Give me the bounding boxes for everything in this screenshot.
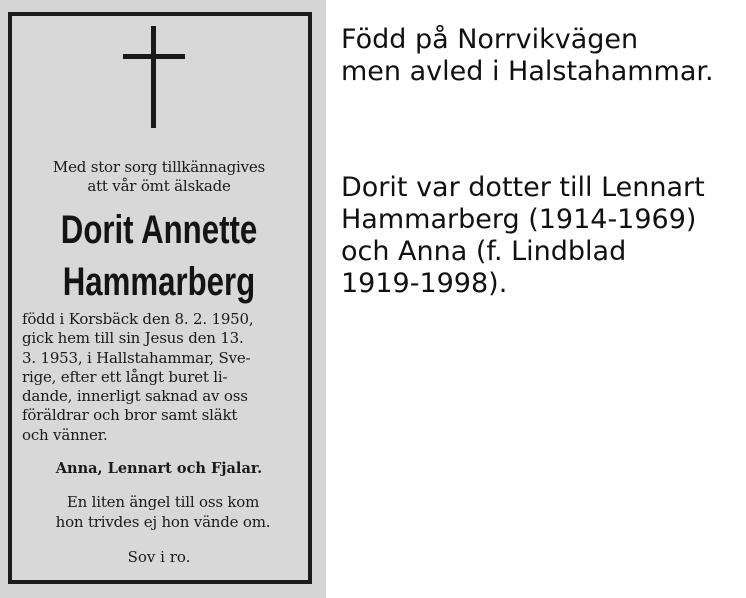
note-line: Hammarberg (1914-1969) — [341, 204, 697, 235]
obituary-signature: Anna, Lennart och Fjalar. — [55, 460, 263, 477]
body-line: gick hem till sin Jesus den 13. — [22, 329, 244, 348]
body-line: dande, innerligt saknad av oss — [22, 387, 248, 406]
body-line: och vänner. — [22, 425, 108, 444]
body-line: född i Korsbäck den 8. 2. 1950, — [22, 310, 254, 328]
note-line: och Anna (f. Lindblad — [341, 236, 627, 267]
note-parents — [341, 172, 741, 300]
note-line: Född på Norrvikvägen — [341, 24, 639, 55]
newspaper-clipping — [0, 0, 326, 598]
verse-line: hon trivdes ej hon vände om. — [55, 513, 271, 531]
cross-icon — [151, 26, 156, 128]
note-line: 1919-1998). — [341, 268, 508, 299]
obituary-body — [22, 310, 304, 445]
body-line: rige, efter ett långt buret li- — [22, 367, 228, 386]
deceased-last-name: Hammarberg — [62, 260, 256, 304]
intro-line: Med stor sorg tillkännagives — [52, 158, 266, 176]
note-birthplace — [341, 24, 741, 88]
obituary-intro — [14, 158, 304, 196]
note-line: men avled i Halstahammar. — [341, 56, 714, 87]
note-line: Dorit var dotter till Lennart — [341, 172, 705, 203]
body-line: föräldrar och bror samt släkt — [22, 406, 238, 425]
verse-line: En liten ängel till oss kom — [66, 493, 260, 511]
deceased-first-name: Dorit Annette — [60, 208, 258, 252]
obituary-verse — [20, 492, 306, 532]
obituary-closing: Sov i ro. — [127, 548, 191, 566]
cross-icon-bar — [123, 54, 185, 59]
body-line: 3. 1953, i Hallstahammar, Sve- — [22, 348, 251, 367]
intro-line: att vår ömt älskade — [87, 177, 231, 195]
